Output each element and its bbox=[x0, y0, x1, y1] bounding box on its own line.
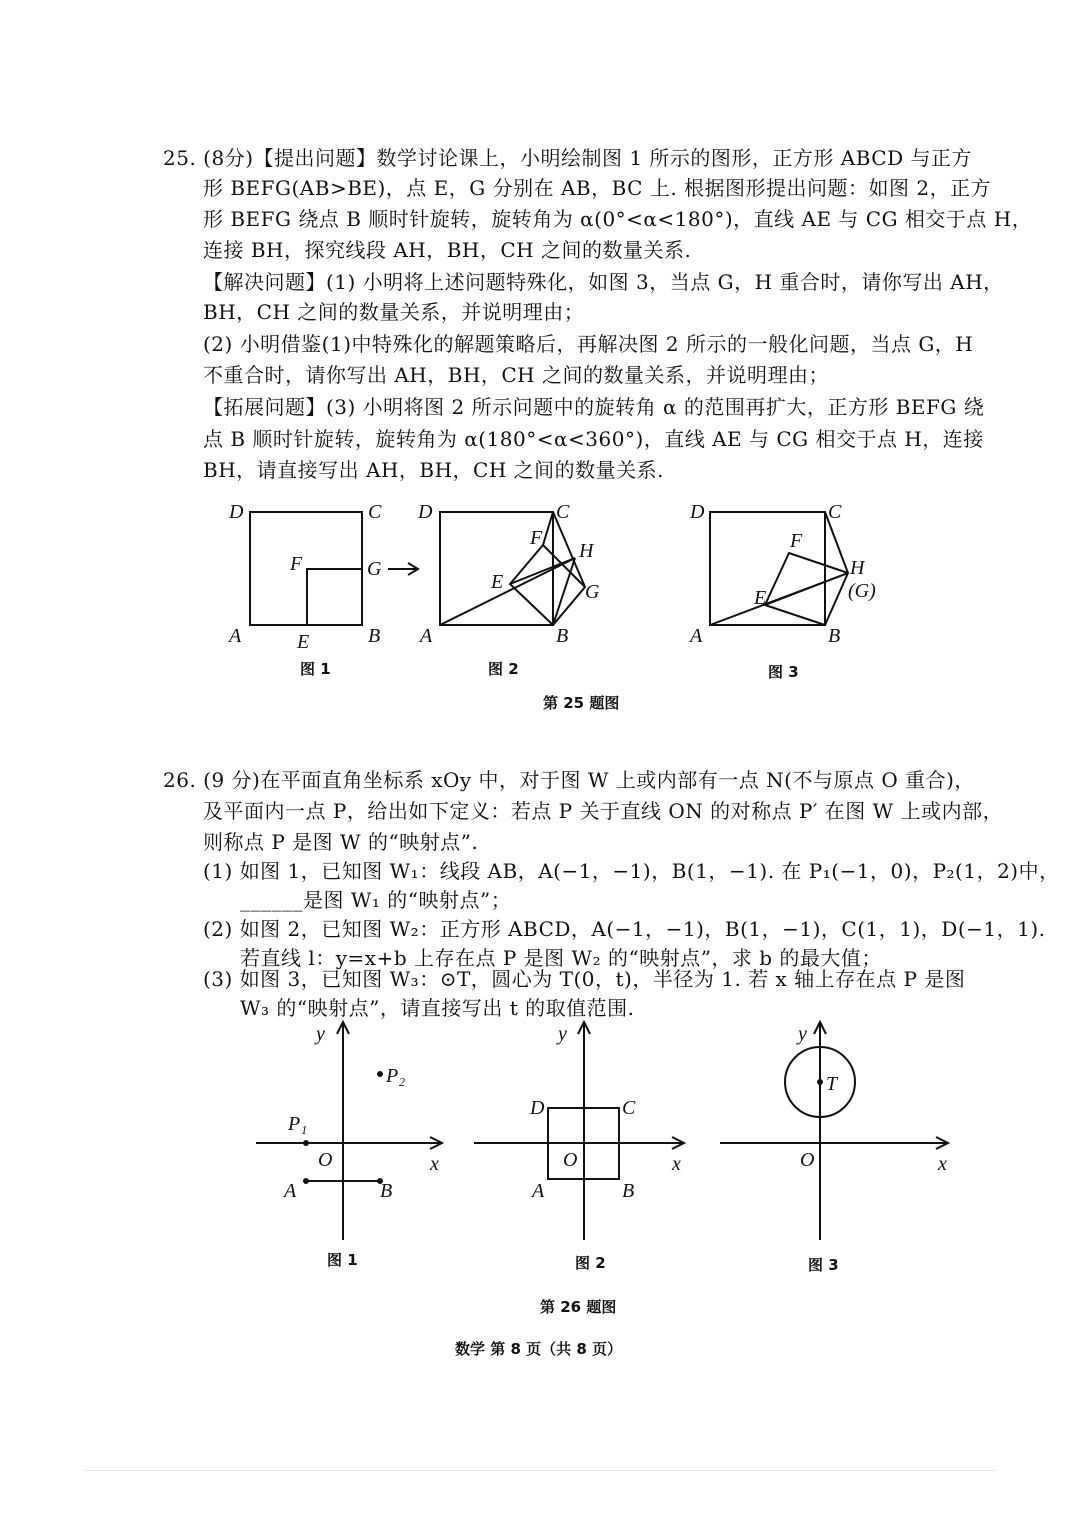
fig2-label-d: D bbox=[418, 501, 433, 523]
fig2-label-c: C bbox=[622, 1097, 636, 1119]
q26-line-4: (1) 如图 1，已知图 W₁：线段 AB，A(−1，−1)，B(1，−1). 在 P₁(−1，0)，P₂(1，2)中， bbox=[203, 859, 1060, 883]
fig2-label-b: B bbox=[622, 1180, 635, 1202]
q26-figure-caption: 第 26 题图 bbox=[540, 1298, 617, 1316]
fig1-point-p1 bbox=[303, 1140, 309, 1146]
fig1-label-b: B bbox=[380, 1180, 393, 1202]
fig3-label-c: C bbox=[828, 501, 842, 523]
fig3-point-t bbox=[817, 1079, 823, 1085]
q26-line-2: 及平面内一点 P，给出如下定义：若点 P 关于直线 ON 的对称点 P′ 在图 W 上或内部， bbox=[203, 799, 1004, 823]
fig1-label-p2: P₂ bbox=[386, 1065, 406, 1087]
q26-line-8: (3) 如图 3，已知图 W₃：⊙T，圆心为 T(0，t)，半径为 1. 若 x 轴上存在点 P 是图 bbox=[203, 967, 966, 991]
q26-line-6: (2) 如图 2，已知图 W₂：正方形 ABCD，A(−1，−1)，B(1，−1)，C(1，1)，D(−1，1). bbox=[203, 917, 1046, 941]
q26-line-1: 26. (9 分)在平面直角坐标系 xOy 中，对于图 W 上或内部有一点 N(不与原点 O 重合)， bbox=[163, 768, 975, 792]
fig3-caption: 图 3 bbox=[768, 663, 799, 681]
fig1-label-o: O bbox=[318, 1149, 333, 1171]
fig2-label-c: C bbox=[556, 501, 570, 523]
fig3-label-h: H bbox=[850, 557, 865, 579]
fig3-label-o: O bbox=[800, 1149, 815, 1171]
fig3-label-b: B bbox=[828, 625, 841, 647]
q25-line-5: 【解决问题】(1) 小明将上述问题特殊化，如图 3，当点 G，H 重合时，请你写出 AH， bbox=[203, 270, 1004, 294]
q26-line-9: W₃ 的“映射点”，请直接写出 t 的取值范围. bbox=[240, 996, 635, 1020]
fig3-label-d: D bbox=[690, 501, 705, 523]
fig1-label-p1: P₁ bbox=[288, 1113, 308, 1135]
fig1-label-c: C bbox=[368, 501, 382, 523]
q25-line-1: 25. (8分)【提出问题】数学讨论课上，小明绘制图 1 所示的图形，正方形 ABCD 与正方 bbox=[163, 146, 972, 170]
fig3-label-t: T bbox=[826, 1073, 838, 1095]
fig3-label-g: (G) bbox=[848, 580, 876, 602]
page-footer: 数学 第 8 页（共 8 页） bbox=[455, 1340, 622, 1358]
fig2-label-y: y bbox=[558, 1023, 567, 1045]
q25-line-3: 形 BEFG 绕点 B 顺时针旋转，旋转角为 α(0°<α<180°)，直线 AE 与 CG 相交于点 H， bbox=[203, 207, 1033, 231]
fig1-label-x: x bbox=[430, 1153, 439, 1175]
fig2-label-e: E bbox=[491, 571, 504, 593]
fig2-label-x: x bbox=[672, 1153, 681, 1175]
fig3-label-x: x bbox=[938, 1153, 947, 1175]
q26-line-3: 则称点 P 是图 W 的“映射点”. bbox=[203, 830, 479, 854]
fig3-caption-26: 图 3 bbox=[808, 1256, 839, 1274]
bottom-divider bbox=[85, 1470, 995, 1471]
fig2-caption-26: 图 2 bbox=[575, 1254, 606, 1272]
q26-line-5: ______是图 W₁ 的“映射点”； bbox=[240, 888, 512, 912]
fig2-label-d: D bbox=[530, 1097, 545, 1119]
fig1-label-a: A bbox=[284, 1180, 297, 1202]
q25-line-6: BH，CH 之间的数量关系，并说明理由； bbox=[203, 300, 585, 324]
fig1-label-y: y bbox=[316, 1023, 325, 1045]
fig2-label-f: F bbox=[530, 527, 543, 549]
fig1-point-p2 bbox=[377, 1071, 383, 1077]
q25-line-8: 不重合时，请你写出 AH，BH，CH 之间的数量关系，并说明理由； bbox=[203, 363, 829, 387]
fig1-label-g: G bbox=[367, 558, 382, 580]
q25-line-2: 形 BEFG(AB>BE)，点 E，G 分别在 AB，BC 上. 根据图形提出问题：如图 2，正方 bbox=[203, 176, 992, 200]
fig3-label-e: E bbox=[754, 587, 767, 609]
q26-line-7: 若直线 l：y=x+b 上存在点 P 是图 W₂ 的“映射点”，求 b 的最大值； bbox=[240, 946, 882, 970]
q25-line-11: BH，请直接写出 AH，BH，CH 之间的数量关系. bbox=[203, 458, 664, 482]
fig3-label-f: F bbox=[790, 530, 803, 552]
fig2-label-a: A bbox=[532, 1180, 545, 1202]
fig1-label-a: A bbox=[229, 625, 242, 647]
q25-figure-caption: 第 25 题图 bbox=[543, 694, 620, 712]
fig3-label-a: A bbox=[690, 625, 703, 647]
fig2-caption: 图 2 bbox=[488, 660, 519, 678]
fig2-label-h: H bbox=[579, 540, 594, 562]
fig1-label-e: E bbox=[297, 631, 310, 653]
fig3-label-y: y bbox=[798, 1023, 807, 1045]
fig2-label-g: G bbox=[585, 581, 600, 603]
fig2-label-o: O bbox=[563, 1149, 578, 1171]
fig2-label-a: A bbox=[420, 625, 433, 647]
q25-line-10: 点 B 顺时针旋转，旋转角为 α(180°<α<360°)，直线 AE 与 CG 相交于点 H，连接 bbox=[203, 427, 984, 451]
fig1-point-a bbox=[303, 1178, 309, 1184]
q25-line-9: 【拓展问题】(3) 小明将图 2 所示问题中的旋转角 α 的范围再扩大，正方形 BEFG 绕 bbox=[203, 395, 985, 419]
fig1-caption: 图 1 bbox=[300, 660, 331, 678]
fig1-label-f: F bbox=[290, 553, 303, 575]
fig2-label-b: B bbox=[556, 625, 569, 647]
q25-line-7: (2) 小明借鉴(1)中特殊化的解题策略后，再解决图 2 所示的一般化问题，当点 G，H bbox=[203, 332, 974, 356]
q25-line-4: 连接 BH，探究线段 AH，BH，CH 之间的数量关系. bbox=[203, 238, 692, 262]
fig1-label-b: B bbox=[368, 625, 381, 647]
fig1-caption-26: 图 1 bbox=[327, 1251, 358, 1269]
fig1-label-d: D bbox=[229, 501, 244, 523]
